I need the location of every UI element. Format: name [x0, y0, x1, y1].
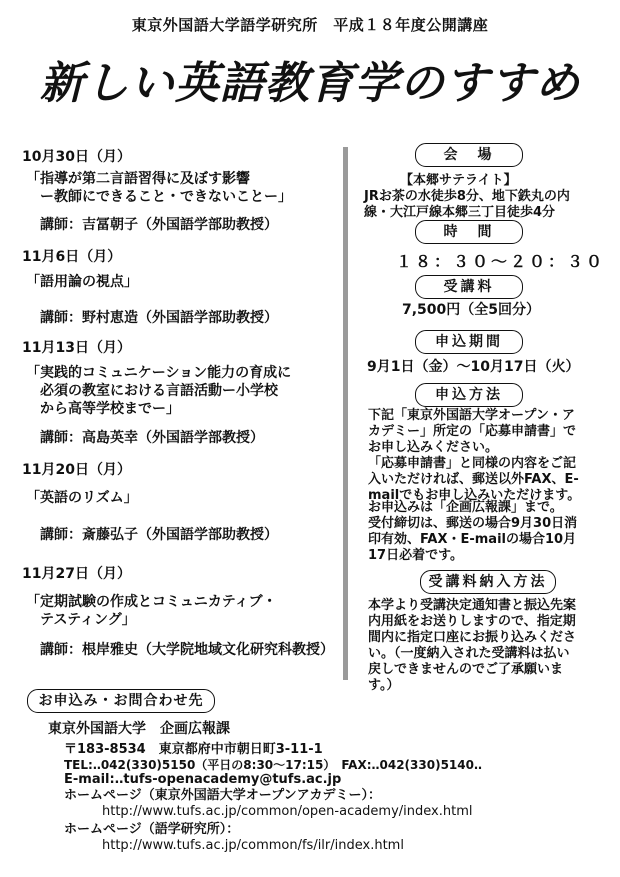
method-line-2: カデミー」所定の「応募申請書」で	[368, 424, 577, 439]
payment-line-1: 本学より受講決定通知書と振込先案	[368, 598, 577, 613]
lecture-3-topic-line-2: 必須の教室における言語活動ー小学校	[26, 383, 278, 399]
column-divider	[343, 147, 348, 680]
lecture-4-topic-line-1: 「英語のリズム」	[26, 490, 138, 506]
payment-label: 受講料納入方法	[420, 570, 556, 594]
lecture-4-date: 11月20日（月）	[22, 462, 131, 478]
method-line-11: 17日必着です。	[368, 548, 464, 563]
method-line-5: 入いただければ、郵送以外FAX、E-	[368, 472, 579, 487]
lecture-4-lecturer: 講師：斎藤弘子（外国語学部助教授）	[40, 527, 278, 543]
lecture-5-lecturer: 講師：根岸雅史（大学院地域文化研究科教授）	[40, 642, 334, 658]
payment-line-2: 内用紙をお送りしますので、指定期	[368, 614, 576, 629]
lecture-3-topic-line-3: から高等学校までー」	[26, 401, 180, 417]
contact-tel-fax: TEL:‥042(330)5150（平日の8:30～17:15） FAX:‥042(330)5140‥	[64, 758, 482, 772]
time-value: １８：３０～２０：３０	[396, 252, 606, 271]
lecture-5-topic-line-2: テスティング」	[26, 612, 136, 628]
homepage-2-label: ホームページ（語学研究所）：	[64, 822, 240, 837]
lecture-1-date: 10月30日（月）	[22, 149, 131, 165]
lecture-5-topic-line-1: 「定期試験の作成とコミュニカティブ・	[26, 594, 277, 610]
page-title: 新しい英語教育学のすすめ	[39, 58, 581, 109]
venue-line-2: JRお茶の水徒歩8分、地下鉄丸の内	[364, 189, 570, 204]
time-label: 時 間	[415, 220, 523, 244]
lecture-2-date: 11月6日（月）	[22, 249, 122, 265]
method-line-10: 印有効、FAX・E-mailの場合10月	[368, 532, 577, 547]
contact-org: 東京外国語大学 企画広報課	[48, 721, 230, 737]
event-subtitle: 東京外国語大学語学研究所 平成１８年度公開講座	[131, 16, 489, 34]
lecture-3-topic-line-1: 「実践的コミュニケーション能力の育成に	[26, 365, 292, 381]
method-line-4: 「応募申請書」と同様の内容をご記	[368, 456, 577, 471]
homepage-1-label: ホームページ（東京外国語大学オープンアカデミー）：	[64, 788, 381, 803]
homepage-2-link[interactable]: http://www.tufs.ac.jp/common/fs/ilr/index.html	[102, 838, 404, 853]
lecture-1-topic-line-1: 「指導が第二言語習得に及ぼす影響	[26, 171, 250, 187]
contact-label: お申込み・お問合わせ先	[27, 689, 215, 713]
lecture-2-topic-line-1: 「語用論の視点」	[26, 274, 138, 290]
lecture-1-topic-line-2: ー教師にできること・できないことー」	[26, 189, 292, 205]
payment-line-3: 間内に指定口座にお振り込みくださ	[368, 630, 577, 645]
contact-address: 〒183-8534 東京都府中市朝日町3-11-1	[64, 742, 323, 757]
venue-label: 会 場	[415, 143, 523, 167]
period-label: 申込期間	[415, 330, 523, 354]
lecture-3-date: 11月13日（月）	[22, 340, 131, 356]
venue-line-3: 線・大江戸線本郷三丁目徒歩4分	[364, 205, 556, 220]
homepage-1-link[interactable]: http://www.tufs.ac.jp/common/open-academy/index.html	[102, 804, 473, 819]
venue-line-1: 【本郷サテライト】	[400, 173, 517, 188]
lecture-1-lecturer: 講師：吉冨朝子（外国語学部助教授）	[40, 217, 278, 233]
method-line-8: お申込みは「企画広報課」まで。	[368, 500, 563, 515]
payment-line-5: 戻しできませんのでご了承願いま	[368, 662, 564, 677]
lecture-2-lecturer: 講師：野村恵造（外国語学部助教授）	[40, 310, 278, 326]
lecture-3-lecturer: 講師：高島英幸（外国語学部教授）	[40, 430, 264, 446]
contact-email[interactable]: E-mail:‥tufs-openacademy@tufs.ac.jp	[64, 772, 342, 787]
method-label: 申込方法	[415, 383, 523, 407]
fee-label: 受講料	[415, 275, 523, 299]
lecture-5-date: 11月27日（月）	[22, 566, 131, 582]
method-line-9: 受付締切は、郵送の場合9月30日消	[368, 516, 578, 531]
method-line-1: 下記「東京外国語大学オープン・ア	[368, 408, 575, 423]
fee-value: 7,500円（全5回分）	[402, 302, 541, 318]
payment-line-4: い。（一度納入された受講料は払い	[368, 646, 570, 661]
period-value: 9月1日（金）～10月17日（火）	[367, 359, 580, 375]
payment-line-6: す。）	[368, 678, 400, 693]
method-line-6: mailでもお申し込みいただけます。	[368, 488, 581, 503]
method-line-3: お申し込みください。	[368, 440, 499, 455]
